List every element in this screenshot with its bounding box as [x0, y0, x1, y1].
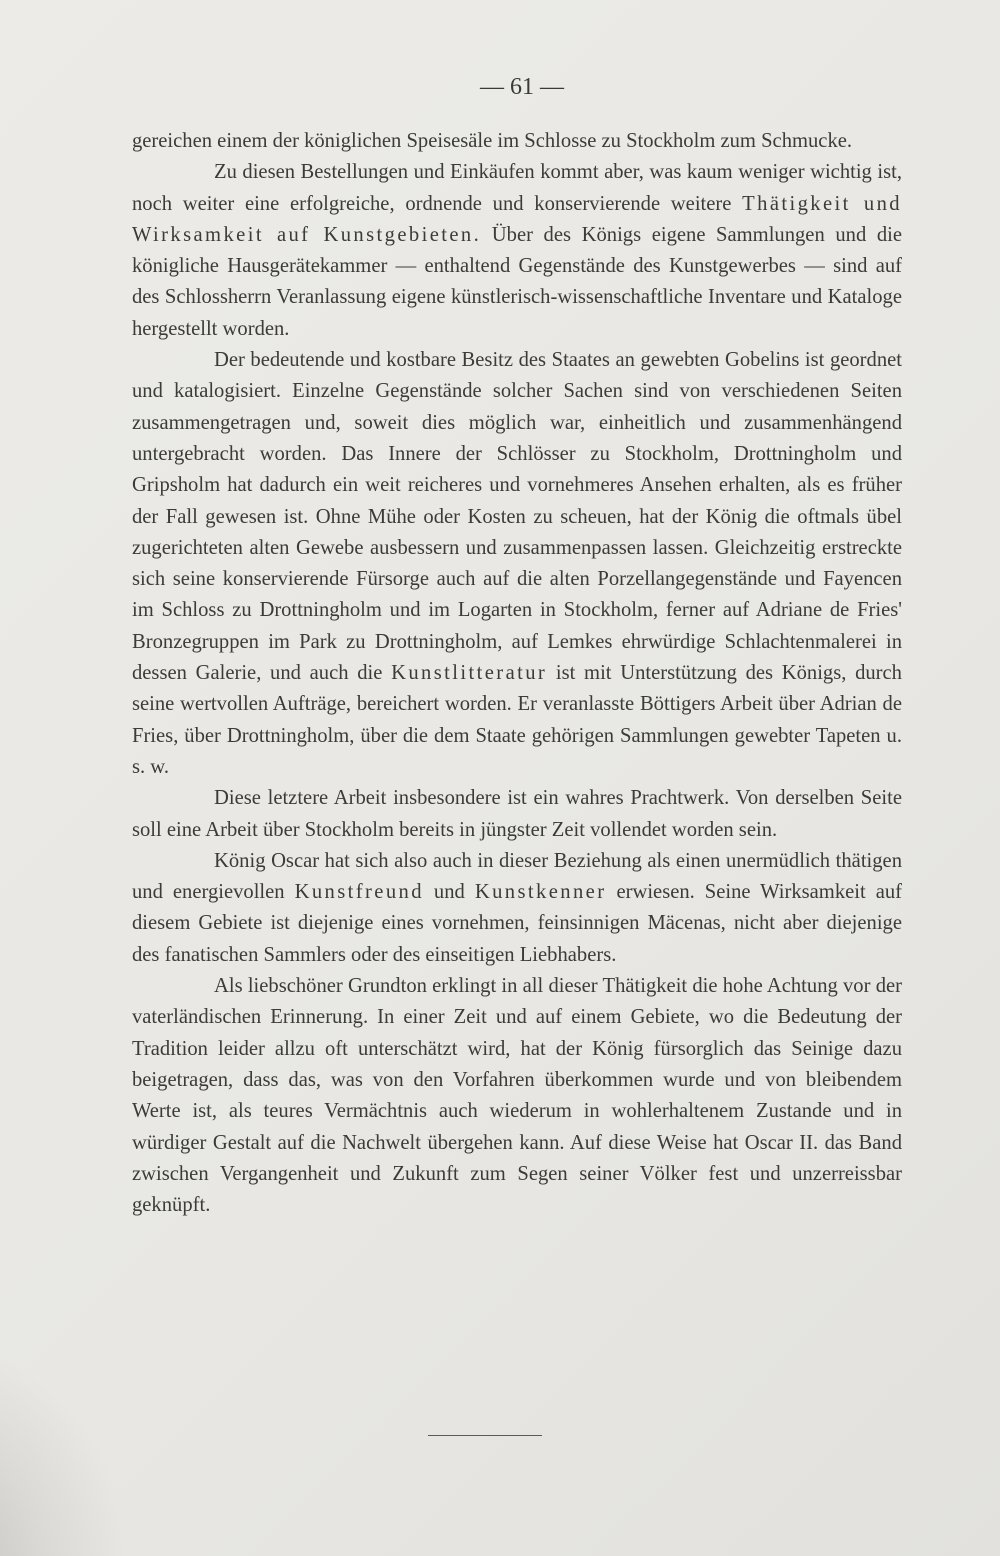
spaced-emphasis-text: Kunstfreund: [294, 881, 424, 904]
page-number: — 61 —: [480, 74, 564, 100]
body-text: [132, 126, 902, 1221]
paragraph: [132, 846, 902, 971]
paragraph: [132, 783, 902, 846]
text-segment: Zu diesen Bestellungen und Einkäufen kommt aber, was kaum weniger wichtig ist, noch weiter eine erfolgreiche, ordnende und konservierende weitere: [132, 161, 902, 215]
spaced-emphasis-text: Kunstlitteratur: [391, 662, 548, 685]
text-segment: König Oscar hat sich also auch in dieser Beziehung als einen unermüdlich thätigen und energievollen: [132, 849, 902, 904]
spaced-emphasis-text: Thätigkeit und Wirksamkeit auf Kunstgebieten.: [132, 192, 902, 246]
end-rule-divider: [428, 1435, 542, 1436]
text-segment: Über des Königs eigene Sammlungen und die königliche Hausgerätekammer — enthaltend Gegenstände des Kunstgewerbes — sind auf des Schlossherrn Veranlassung eigene künstlerisch-wissenschaftliche Inventare und Kataloge hergestellt worden.: [132, 223, 903, 340]
page-corner-shadow: [0, 1348, 195, 1556]
text-segment: ist mit Unterstützung des Königs, durch seine wertvollen Aufträge, bereichert worden. Er veranlasste Böttigers Arbeit über Adrian de Fries, über Drottningholm, über die dem Staate gehörigen Sammlungen gewebter Tapeten u. s. w.: [132, 662, 902, 778]
paragraph: [132, 971, 902, 1221]
paragraph: [132, 126, 902, 157]
text-segment: erwiesen. Seine Wirksamkeit auf diesem Gebiete ist diejenige eines vornehmen, feinsinnigen Mäcenas, nicht aber diejenige des fanatischen Sammlers oder des einseitigen Liebhabers.: [132, 881, 902, 966]
text-segment: Als liebschöner Grundton erklingt in all dieser Thätigkeit die hohe Achtung vor der vaterländischen Erinnerung. In einer Zeit und auf einem Gebiete, wo die Bedeutung der Tradition leider allzu oft unterschätzt wird, hat der König fürsorglich das Seinige dazu beigetragen, dass das, was von den Vorfahren überkommen wurde und von bleibendem Werte ist, als teures Vermächtnis auch wiederum in wohlerhaltenem Zustande und in würdiger Gestalt auf die Nachwelt übergehen kann. Auf diese Weise hat Oscar II. das Band zwischen Vergangenheit und Zukunft zum Segen seiner Völker fest und unzerreissbar geknüpft.: [132, 975, 902, 1217]
text-segment: Der bedeutende und kostbare Besitz des Staates an gewebten Gobelins ist geordnet und katalogisiert. Einzelne Gegenstände solcher Sachen sind von verschiedenen Seiten zusammengetragen und, soweit dies möglich war, einheitlich und zusammenhängend untergebracht worden. Das Innere der Schlösser zu Stockholm, Drottningholm und Gripsholm hat dadurch ein weit reicheres und vornehmeres Ansehen erhalten, als es früher der Fall gewesen ist. Ohne Mühe oder Kosten zu scheuen, hat der König die oftmals übel zugerichteten alten Gewebe ausbessern und zusammenpassen lassen. Gleichzeitig erstreckte sich seine konservierende Fürsorge auch auf die alten Porzellangegenstände und Fayencen im Schloss zu Drottningholm und im Logarten in Stockholm, ferner auf Adriane de Fries' Bronzegruppen im Park zu Drottningholm, auf Lemkes ehrwürdige Schlachtenmalerei in dessen Galerie, und auch die: [132, 349, 902, 685]
paragraph: [132, 345, 902, 783]
spaced-emphasis-text: Kunstkenner: [474, 881, 607, 904]
text-segment: und: [423, 881, 475, 904]
text-segment: gereichen einem der königlichen Speisesäle im Schlosse zu Stockholm zum Schmucke.: [132, 130, 853, 152]
paragraph: [132, 157, 902, 345]
text-segment: Diese letztere Arbeit insbesondere ist ein wahres Prachtwerk. Von derselben Seite soll eine Arbeit über Stockholm bereits in jüngster Zeit vollendet worden sein.: [132, 787, 902, 841]
